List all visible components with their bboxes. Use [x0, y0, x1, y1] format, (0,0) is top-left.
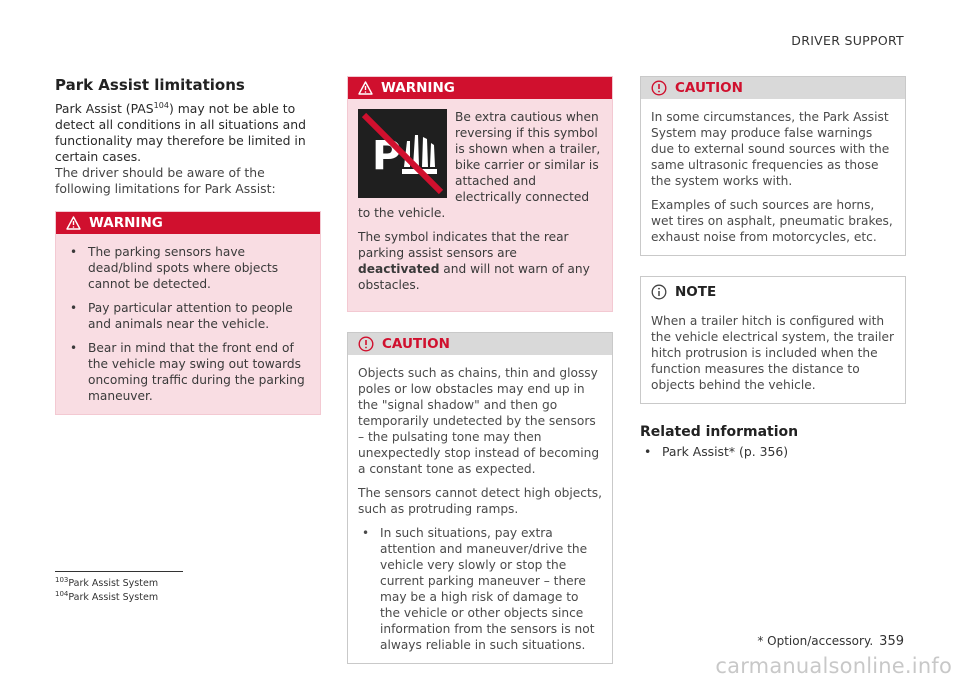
caution-body — [641, 99, 905, 255]
footnote-103 — [55, 575, 183, 589]
warning-text-deactivated — [358, 229, 602, 293]
warning-box-sensors — [55, 211, 321, 415]
warning-title: WARNING — [89, 215, 163, 232]
footnote-number: 103 — [55, 576, 69, 584]
option-accessory-note: * Option/accessory. — [757, 634, 874, 648]
caution-exclamation-icon — [358, 336, 374, 352]
footnote-ref-104[interactable]: 104 — [153, 101, 169, 110]
caution-paragraph: The sensors cannot detect high objects, such as protruding ramps. — [358, 486, 602, 516]
warning-text-symbol: Be extra cautious when reversing if this symbol is shown when a trailer, bike carrier or similar is attached and electrically connected to the vehicle. — [358, 110, 601, 220]
related-information-heading: Related information — [640, 424, 799, 440]
footnote-text: Park Assist System — [68, 592, 159, 604]
caution-body — [348, 355, 612, 663]
list-item: • Pay particular attention to people and animals near the vehicle. — [66, 300, 310, 332]
caution-paragraph: Objects such as chains, thin and glossy poles or low obstacles may end up in the "signal shadow" and then go temporarily undetected by the sensors – the pulsating tone may then unexpectedly stop instead of becoming a constant tone as expected. — [358, 366, 600, 476]
caution-header — [348, 333, 612, 355]
warning-triangle-icon — [66, 216, 81, 230]
warning-triangle-icon — [358, 81, 373, 95]
footnote-text: Park Assist System — [68, 578, 159, 590]
warning-box-trailer — [347, 76, 613, 312]
caution-title: CAUTION — [675, 80, 743, 96]
column-middle — [347, 76, 613, 684]
text-span: The symbol indicates that the rear parking assist sensors are — [358, 230, 569, 260]
list-item: • The parking sensors have dead/blind spots where objects cannot be detected. — [66, 244, 310, 292]
column-right — [640, 76, 906, 460]
list-item: • In such situations, pay extra attention and maneuver/drive the vehicle very slowly or stop the current parking maneuver – there may be a high risk of damage to the vehicle or other objects since information from the sensors is not always reliable in such situations. — [358, 525, 602, 653]
caution-header — [641, 77, 905, 99]
page-title: Park Assist limitations — [55, 76, 245, 94]
intro-text-end: ) may not be able to detect all conditions in all situations and functionality may therefore be limited in certain cases. — [55, 101, 306, 165]
text-span: and will not warn of any obstacles. — [358, 262, 590, 292]
footnote-104 — [55, 589, 183, 603]
watermark: carmanualsonline.info — [715, 654, 952, 678]
caution-paragraph: Examples of such sources are horns, wet tires on asphalt, pneumatic brakes, exhaust noise from motorcycles, etc. — [651, 198, 893, 244]
list-item: • Bear in mind that the front end of the vehicle may swing out towards oncoming traffic during the parking maneuver. — [66, 340, 310, 404]
related-link-park-assist[interactable]: • Park Assist* (p. 356) — [640, 444, 906, 460]
note-box-trailer-hitch — [640, 276, 906, 404]
info-icon — [651, 284, 667, 300]
intro-paragraph — [55, 98, 321, 165]
caution-box-signal-shadow — [347, 332, 613, 664]
note-paragraph: When a trailer hitch is configured with the vehicle electrical system, the trailer hitch protrusion is included when the function measures the distance to objects behind the vehicle. — [651, 314, 895, 392]
caution-paragraph: In some circumstances, the Park Assist System may produce false warnings due to external sound sources with the same ultrasonic frequencies as those the system works with. — [651, 110, 890, 188]
caution-box-false-warnings — [640, 76, 906, 256]
park-assist-deactivated-icon — [358, 109, 447, 198]
page-number: 359 — [879, 634, 904, 649]
limitations-lead-text: The driver should be aware of the following limitations for Park Assist: — [55, 165, 276, 197]
page-footer — [757, 634, 904, 649]
intro-text-start: Park Assist (PAS — [55, 101, 154, 117]
note-header — [641, 277, 905, 303]
warning-body — [348, 99, 612, 311]
warning-header — [348, 77, 612, 99]
warning-header — [56, 212, 320, 234]
column-left — [55, 76, 321, 435]
warning-body — [56, 234, 320, 414]
note-title: NOTE — [675, 284, 717, 300]
caution-title: CAUTION — [382, 336, 450, 352]
footnotes — [55, 571, 183, 603]
warning-title: WARNING — [381, 80, 455, 96]
emphasis-text: deactivated — [358, 262, 440, 276]
note-body — [641, 303, 905, 403]
footnote-number: 104 — [55, 590, 69, 599]
svg-text:P: P — [372, 133, 402, 179]
caution-exclamation-icon — [651, 80, 667, 96]
section-header: DRIVER SUPPORT — [791, 33, 904, 48]
